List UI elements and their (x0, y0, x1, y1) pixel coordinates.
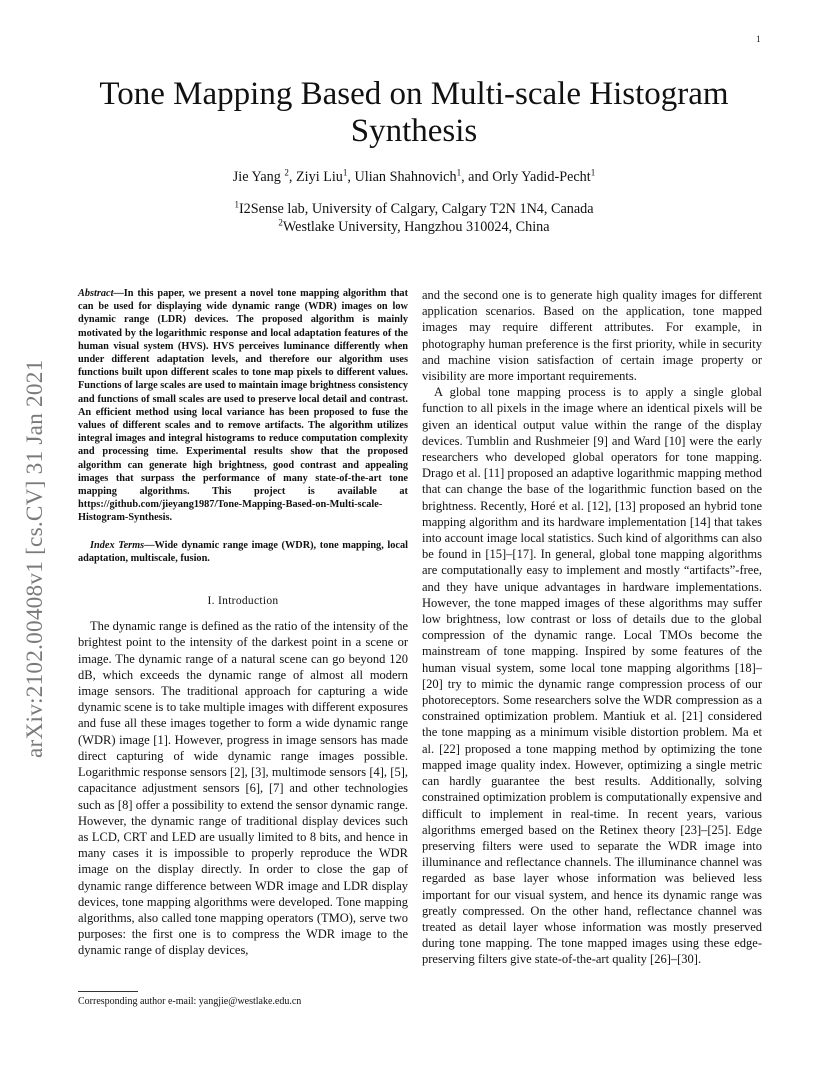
corresponding-author-footnote: Corresponding author e-mail: yangjie@westlake.edu.cn (78, 996, 302, 1007)
arxiv-identifier-stamp: arXiv:2102.00408v1 [cs.CV] 31 Jan 2021 (22, 359, 48, 758)
left-column (78, 287, 408, 959)
author-name: , Ulian Shahnovich (347, 169, 457, 185)
author-affiliation-mark: 1 (590, 167, 596, 178)
index-terms-label: Index Terms (90, 539, 145, 551)
intro-paragraph-continued: and the second one is to generate high quality images for different application scenarios. Based on the application, tone mapped images may require different attributes. For example, in photography human preference is the first priority, while in security and machine vision satisfaction of certain image property or visibility are more important requirements. (422, 288, 762, 384)
intro-paragraph-1: The dynamic range is defined as the ratio of the intensity of the brightest point to the intensity of the darkest point in a scene or image. The dynamic range of a natural scene can go beyond 120 dB, which exceeds the dynamic range of almost all modern image sensors. The traditional approach for capturing a wide dynamic scene is to take multiple images with different exposures and fuse all these images together to form a wide dynamic range (WDR) image [1]. However, progress in image sensors has made direct capturing of wide dynamic range images possible. Logarithmic response sensors [2], [3], multimode sensors [4], [5], capacitance adjustment sensors [6], [7] and other technologies such as [8] offer a possibility to extend the sensor dynamic range. However, the dynamic range of traditional display devices such as LCD, CRT and LED are usually limited to 8 bits, and hence in many cases it is impossible to properly reproduce the WDR image on the display directly. In order to close the gap of dynamic range difference between WDR image and LDR display devices, tone mapping algorithms were developed. Tone mapping algorithms, also called tone mapping operators (TMO), serve two purposes: the first one is to compress the WDR image to the dynamic range of display devices, (78, 619, 408, 958)
author-affiliation-mark: 2 (284, 167, 289, 178)
author-affiliation-mark: 1 (456, 167, 462, 178)
abstract-label: Abstract (78, 288, 114, 299)
author-affiliation-mark: 1 (342, 167, 348, 178)
author-name: Jie Yang (232, 169, 285, 185)
index-terms-text: —Wide dynamic range image (WDR), tone mapping, local adaptation, multiscale, fusion. (78, 539, 408, 564)
paper-title (60, 76, 768, 150)
affiliation-1 (60, 201, 768, 218)
author-list (60, 169, 768, 186)
footnote-rule (78, 991, 138, 992)
abstract (78, 287, 408, 525)
title-line-2: Synthesis (350, 113, 478, 149)
section-heading-introduction: I. Introduction (207, 595, 279, 608)
abstract-text: —In this paper, we present a novel tone mapping algorithm that can be used for displaying wide dynamic range (WDR) images on low dynamic range (LDR) devices. The proposed algorithm is mainly motivated by the logarithmic response and local adaptation features of the human visual system (HVS). HVS perceives luminance differently when under different adaptation levels, and therefore our algorithm uses functions built upon different scales to tone map pixels to different values. Functions of large scales are used to maintain image brightness consistency and functions of small scales are used to preserve local detail and contrast. An efficient method using local variance has been proposed to fuse the values of different scales and to remove artifacts. The algorithm utilizes integral images and integral histograms to reduce computation complexity and processing time. Experimental results show that the proposed algorithm can generate high brightness, good contrast and appealing images that surpass the performance of many state-of-the-art tone mapping algorithms. This project is available at https://github.com/jieyang1987/Tone-Mapping-Based-on-Multi-scale-Histogram-Synthesis. (78, 288, 408, 524)
affiliation-mark: 2 (278, 217, 283, 228)
affiliation-text: I2Sense lab, University of Calgary, Calgary T2N 1N4, Canada (238, 201, 594, 217)
intro-paragraph-2: A global tone mapping process is to apply a single global function to all pixels in the image where an identical pixels will be given an identical output value within the range of the display devices. Tumblin and Rushmeier [9] and Ward [10] were the early researchers who developed global operators for tone mapping. Drago et al. [11] proposed an adaptive logarithmic mapping method that can change the base of the logarithmic function based on the brightness. Recently, Horé et al. [12], [13] proposed an hybrid tone mapping algorithm and its hardware implementation [14] that takes into account image local statistics. Such kind of algorithms can also be found in [15]–[17]. In general, global tone mapping algorithms are computationally easy to implement and mostly “artifacts”-free, and they have unique advantages in hardware implementations. However, the tone mapped images of these algorithms may suffer low brightness, low contrast or loss of details due to the global compression of the dynamic range. Local TMOs become the mainstream of tone mapping. Inspired by some features of the human visual system, some local tone mapping algorithms [18]–[20] try to mimic the dynamic range compression process of our photoreceptors. Some researchers solve the WDR compression as a constrained optimization problem. Mantiuk et al. [21] considered the tone mapping as a minimum visible distortion problem. Ma et al. [22] proposed a tone mapping method by optimizing the tone mapped image quality index. However, optimizing a single metric can hardly guarantee the best results. Additionally, solving constrained optimization problem is computationally expensive and difficult to implement in real-time. In recent years, various algorithms emerged based on the Retinex theory [23]–[25]. Edge preserving filters were used to separate the WDR image into illuminance and reflectance channels. The illuminance channel was regarded as base layer whose information was believed less important for our visual system, and hence its dynamic range was greatly compressed. On the other hand, reflectance channel was treated as detail layer whose information was mostly preserved during tone mapping. The tone mapped images using these edge-preserving filters give state-of-the-art quality [26]–[30]. (422, 385, 762, 967)
author-name: , Ziyi Liu (288, 169, 343, 185)
title-line-1: Tone Mapping Based on Multi-scale Histogram (99, 76, 729, 112)
index-terms (78, 539, 408, 565)
page-number: 1 (756, 34, 761, 44)
right-column (422, 287, 762, 968)
affiliation-mark: 1 (234, 199, 239, 210)
affiliation-2 (60, 219, 768, 236)
affiliation-text: Westlake University, Hangzhou 310024, China (282, 219, 550, 235)
author-name: , and Orly Yadid-Pecht (461, 169, 591, 185)
